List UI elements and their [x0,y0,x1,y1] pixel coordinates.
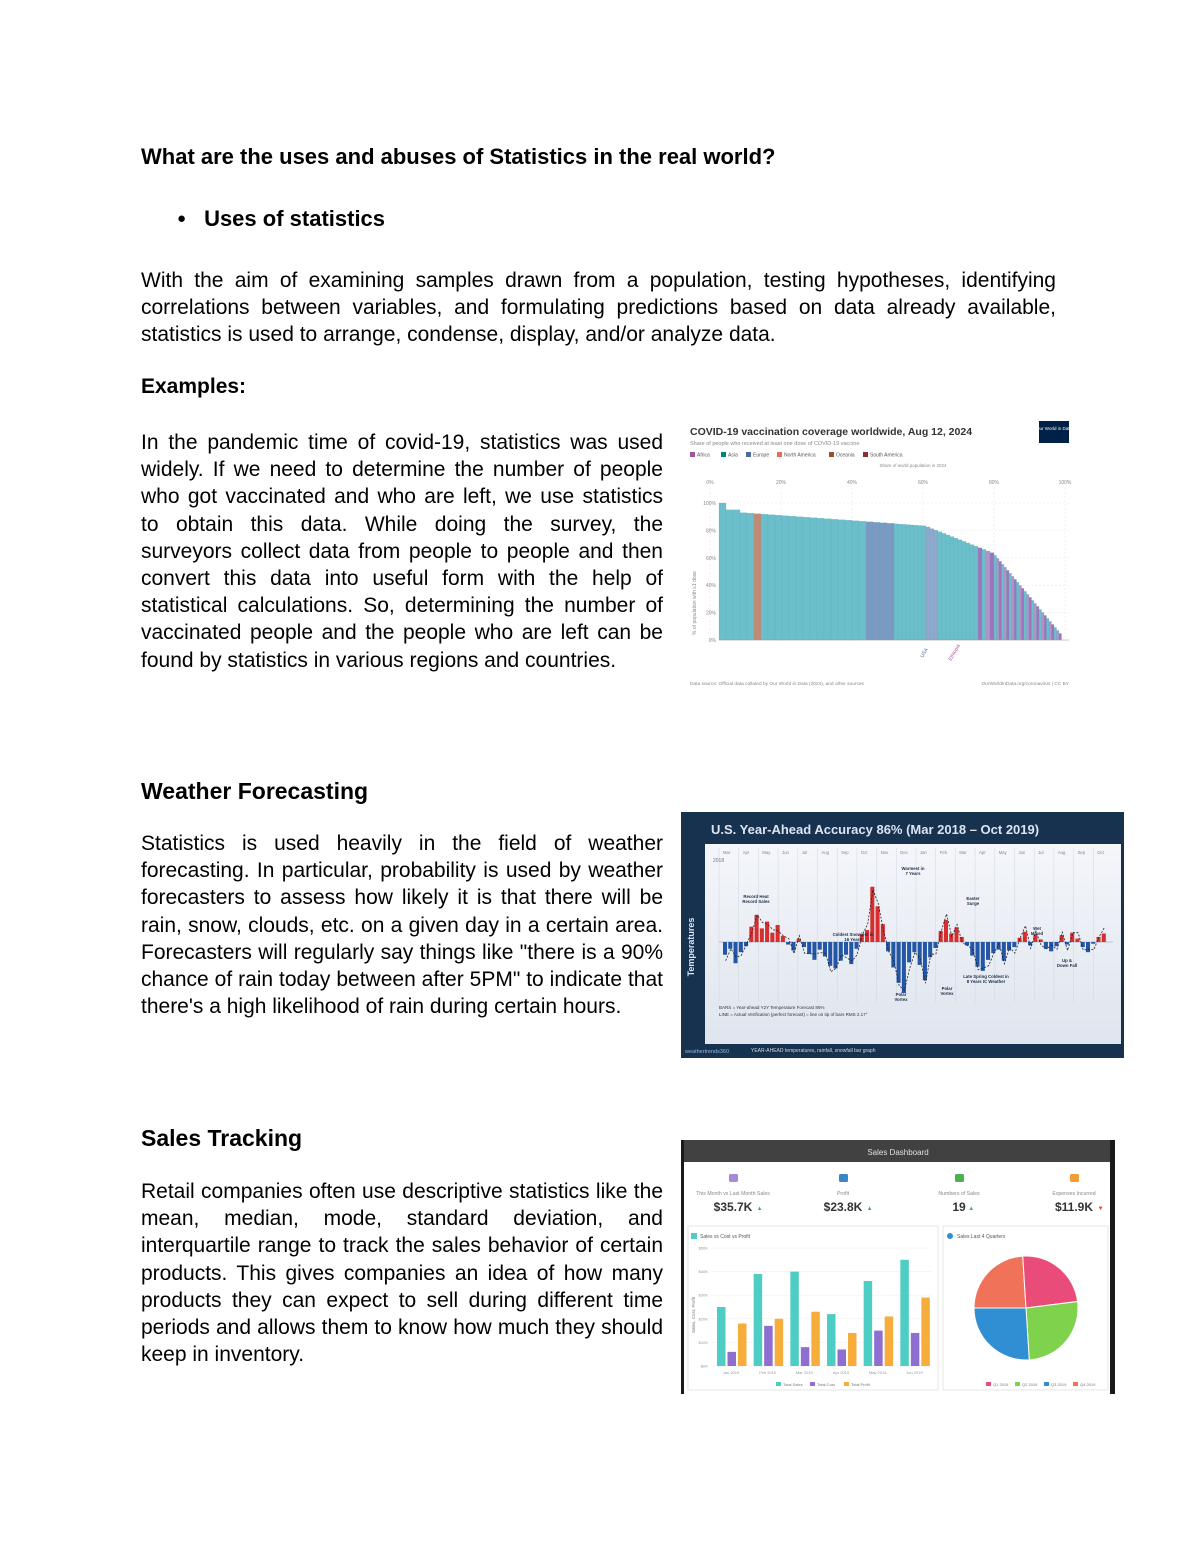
covid-x-label-ethiopia: Ethiopia [947,643,962,662]
covid-x-label-usa: USA [919,647,930,659]
coverage-bar [938,532,942,640]
coverage-bar [1007,570,1010,640]
covid-y-label: % of population with ≥1 dose [692,571,698,635]
bar-panel-icon [691,1233,697,1239]
month-label: Mar [723,850,731,855]
forecast-bar [734,942,738,963]
pie-panel-title: Sales Last 4 Quarters [957,1234,1006,1240]
forecast-bar [828,942,832,966]
coverage-bar [946,535,950,640]
month-label: Jul [1038,850,1044,855]
kpi-label: Expenses Incurred [1052,1191,1096,1197]
coverage-bar [824,519,831,640]
month-label: Jul [801,850,808,855]
month-label: Apr [742,850,750,855]
coverage-bar [1029,597,1032,640]
coverage-bar [910,525,914,640]
month-label: Apr [979,850,986,855]
forecast-bar [823,942,827,956]
intro-paragraph: With the aim of examining samples drawn from a population, testing hypotheses, identifying correlations between variables, and formulating predictions based on data already available, statistics is used to arrange, condense, display, and/or analyze data. [141,269,1056,347]
coverage-bar [1012,576,1015,640]
coverage-bar [906,525,910,640]
legend-label: Oceania [836,452,855,459]
coverage-bar [754,514,761,640]
coverage-bar [866,522,873,640]
kpi-label: This Month vs Last Month Sales [696,1191,770,1197]
forecast-bar [944,920,948,942]
owid-badge [1039,421,1069,443]
covid-top-axis-label: Share of world population in 2024 [879,463,947,468]
annotation: Wet Mixed [1030,926,1044,936]
weather-year-label: 2018 [713,858,725,864]
x-tick-label: Apr 2019 [832,1370,850,1375]
coverage-bar [914,525,918,640]
dashboard-title: Sales Dashboard [867,1148,929,1157]
legend-label: Q3 2019 [1051,1382,1067,1387]
coverage-bar [1019,585,1022,640]
coverage-bar [803,517,810,640]
legend-swatch [1044,1382,1049,1386]
month-label: Jan [920,850,927,855]
coverage-bar [1022,588,1025,640]
month-label: Dec [900,850,908,855]
top-tick-label: 80% [988,480,1000,486]
coverage-bar [1027,594,1030,640]
sales-bar [848,1333,857,1366]
x-tick-label: Jan 2019 [722,1370,740,1375]
forecast-bar [839,942,843,961]
top-tick-label: 20% [775,480,787,486]
coverage-bar [1047,618,1050,640]
month-label: Jun [782,850,789,855]
legend-swatch [1073,1382,1078,1386]
coverage-bar [1004,567,1007,640]
forecast-bar [912,942,916,952]
coverage-bar [994,555,997,640]
forecast-bar [897,942,901,983]
y-tick-label: $50K [698,1245,708,1251]
top-tick-label: 100% [1058,480,1072,486]
coverage-bar [1057,630,1060,640]
pie-panel-icon [947,1233,953,1239]
month-label: Oct [860,850,868,855]
legend-label: Total Sales [783,1382,803,1387]
coverage-bar [726,510,733,640]
coverage-bar [894,524,898,640]
annotation: Easter Surge [966,896,980,906]
coverage-bar [845,520,852,640]
forecast-bar [881,924,885,942]
sales-dashboard-figure [681,1140,1115,1394]
weather-chart-svg [681,812,1124,1058]
weather-footer: YEAR-AHEAD temperatures, rainfall, snowfall bar graph [751,1048,876,1054]
forecast-bar [902,942,906,993]
forecast-bar [781,936,785,942]
weather-side-label: Temperatures [686,917,696,977]
coverage-bar [1017,582,1020,640]
weather-accuracy-figure [681,812,1124,1058]
forecast-bar [986,942,990,960]
forecast-bar [954,928,958,942]
covid-title: COVID-19 vaccination coverage worldwide, Aug 12, 2024 [690,426,973,438]
kpi-label: Profit [836,1191,850,1197]
coverage-bar [782,516,789,640]
forecast-bar [739,942,743,952]
forecast-bar [844,942,848,955]
legend-label: Total Cost [817,1382,835,1387]
legend-label: Africa [697,452,710,459]
legend-swatch [829,452,834,457]
coverage-bar [958,540,962,640]
coverage-bar [918,526,922,640]
coverage-bar [1009,573,1012,640]
forecast-bar [1044,942,1048,949]
legend-swatch [810,1382,815,1386]
month-label: Nov [880,850,889,855]
y-tick-label: $40K [698,1269,708,1275]
coverage-bar [817,518,824,640]
sales-bar [921,1298,930,1366]
examples-label: Examples: [141,375,247,398]
bullet-item [177,206,385,232]
forecast-bar [886,942,890,951]
legend-swatch [746,452,751,457]
kpi-icon [839,1174,848,1182]
coverage-bar [978,548,982,640]
coverage-bar [974,546,978,640]
coverage-bar [1014,579,1017,640]
legend-swatch [776,1382,781,1386]
legend-label: Q2 2019 [1022,1382,1038,1387]
legend-label: Q1 2019 [993,1382,1009,1387]
coverage-bar [775,515,782,640]
legend-label: South America [870,452,903,459]
forecast-bar [918,942,922,965]
forecast-bar [1086,942,1090,952]
month-label: May [998,850,1007,855]
y-tick-label: $30K [698,1292,708,1298]
kpi-trend: ▲ [756,1206,763,1212]
weather-brand: weathertrends360 [685,1049,730,1055]
forecast-bar [807,942,811,954]
coverage-bar [831,519,838,640]
kpi-icon [729,1174,738,1182]
coverage-bar [873,522,880,640]
forecast-bar [1007,942,1011,951]
y-tick-label: $10K [698,1339,708,1345]
sales-bar [738,1324,747,1366]
forecast-bar [923,942,927,980]
legend-swatch [863,452,868,457]
forecast-bar [755,915,759,942]
sales-bar [801,1347,810,1366]
sales-pie-chart [974,1256,1078,1360]
sales-bar [864,1281,873,1366]
coverage-bar [838,520,845,640]
forecast-bar [833,942,837,968]
forecast-bar [723,942,727,955]
kpi-value: 19 [952,1200,966,1214]
annotation: Polar Vortex [940,986,954,996]
coverage-bar [930,529,934,640]
forecast-bar [786,942,790,945]
forecast-bar [728,942,732,949]
bar-panel-title: Sales vs Cost vs Profit [700,1234,751,1240]
coverage-bar [747,513,754,640]
coverage-bar [1052,624,1055,640]
y-tick-label: 20% [705,610,716,617]
coverage-bar [1032,600,1035,640]
coverage-bar [740,513,747,640]
sales-dashboard-svg [681,1140,1115,1394]
sales-bar [811,1312,820,1366]
forecast-bar [760,928,764,942]
sales-bar [838,1349,847,1366]
legend-swatch [777,452,782,457]
forecast-bar [765,922,769,942]
kpi-icon [1070,1174,1079,1182]
covid-credit: OurWorldInData.org/coronavirus | CC BY [981,682,1069,687]
y-tick-label: 60% [705,555,716,562]
coverage-bar [962,541,966,640]
y-tick-label: 0% [708,638,716,644]
sales-bar [717,1307,726,1366]
sales-bar [911,1333,920,1366]
forecast-bar [1023,932,1027,942]
month-label: Sep [841,850,849,855]
coverage-bar [733,510,740,640]
coverage-bar [1042,612,1045,640]
coverage-bar [1054,627,1057,640]
bullet-heading: Uses of statistics [204,206,386,231]
coverage-bar [852,521,859,640]
legend-label: Asia [728,452,738,459]
coverage-bar [719,503,726,640]
coverage-bar [898,524,902,640]
coverage-bar [990,553,994,640]
x-tick-label: May 2019 [868,1370,887,1375]
coverage-bar [902,524,906,640]
forecast-bar [812,942,816,960]
x-tick-label: Jun 2019 [906,1370,923,1375]
kpi-value: $11.9K [1054,1200,1094,1214]
coverage-bar [926,527,930,640]
legend-swatch [1015,1382,1020,1386]
coverage-bar [942,533,946,640]
covid-bars [719,503,1069,640]
weather-heading: Weather Forecasting [141,778,369,804]
forecast-bar [1049,942,1053,951]
forecast-bar [1012,942,1016,947]
sales-bar [874,1331,883,1366]
sales-bar [885,1316,894,1366]
y-tick-label: 80% [705,528,716,535]
legend-swatch [721,452,726,457]
top-tick-label: 40% [846,480,858,486]
forecast-bar [1102,934,1106,943]
month-label: May [762,850,771,855]
legend-swatch [986,1382,991,1386]
y-tick-label: $20K [698,1316,708,1322]
forecast-bar [991,942,995,953]
top-tick-label: 0% [706,480,714,486]
coverage-bar [761,514,768,640]
y-tick-label: 40% [705,583,716,590]
legend-label: Total Profit [851,1382,870,1387]
legend-label: Europe [753,452,770,459]
coverage-bar [887,523,894,640]
annotation: Polar Vortex [894,992,908,1002]
kpi-trend: ▼ [1097,1206,1104,1212]
month-label: Jun [1018,850,1026,855]
legend-label: Q4 2019 [1080,1382,1096,1387]
weather-title: U.S. Year-Ahead Accuracy 86% (Mar 2018 – Oct 2019) [711,822,1040,837]
month-label: Sep [1077,850,1086,855]
sales-heading: Sales Tracking [141,1125,303,1151]
sales-paragraph: Retail companies often use descriptive statistics like the mean, median, mode, standard deviation, and interquartile range to track the sales behavior of certain products. This gives companies an idea of how many products they can expect to sell during different time periods and allows them to know how much they should keep in inventory. [141,1180,663,1367]
weather-legend-bars: BARS = Year-ahead Y2Y Temperature Forecast 86% [719,1005,825,1010]
annotation: Warmest in 7 Years [901,866,925,876]
legend-label: North America [784,452,816,459]
forecast-bar [981,942,985,971]
coverage-bar [950,537,954,640]
coverage-bar [934,530,938,640]
sales-bar [775,1319,784,1366]
x-tick-label: Feb 2019 [759,1370,777,1375]
coverage-bar [982,549,986,640]
y-tick-label: $0K [700,1363,708,1369]
month-label: Feb [939,850,947,855]
annotation: Late Spring Coldest in 8 Years IC Weather [963,974,1009,984]
coverage-bar [1039,609,1042,640]
forecast-bar [855,942,859,949]
coverage-bar [1037,606,1040,640]
kpi-label: Numbers of Sales [938,1191,980,1197]
annotation: Up & Down Fall [1056,958,1078,968]
coverage-bar [810,518,817,640]
sales-bar [790,1272,799,1366]
kpi-value: $23.8K [823,1200,863,1214]
kpi-icon [955,1174,964,1182]
legend-swatch [690,452,695,457]
bar-legend [776,1382,871,1387]
y-tick-label: 100% [703,501,716,507]
coverage-bar [789,516,796,640]
kpi-trend: ▲ [866,1206,873,1212]
coverage-bar [999,561,1002,640]
coverage-bar [880,523,887,640]
forecast-bar [776,925,780,942]
coverage-bar [1059,633,1062,640]
coverage-bar [954,538,958,640]
annotation: Record Heat Record Sales [742,894,770,904]
page-title: What are the uses and abuses of Statistics in the real world? [141,144,776,169]
coverage-bar [1049,621,1052,640]
sales-bar [754,1274,763,1366]
top-tick-label: 60% [917,480,929,486]
coverage-bar [1024,591,1027,640]
forecast-bar [1075,939,1079,942]
month-label: Mar [959,850,967,855]
coverage-bar [768,515,775,640]
forecast-bar [907,942,911,962]
coverage-bar [796,517,803,640]
sales-bar [900,1260,909,1366]
sales-bar [728,1352,737,1366]
coverage-bar [986,551,990,640]
forecast-bar [1002,942,1006,961]
coverage-bar [1002,564,1005,640]
covid-subtitle: Share of people who received at least one dose of COVID-19 vaccine [690,441,860,447]
owid-badge-text: Our World in Data [1036,426,1072,431]
forecast-bar [770,933,774,942]
kpi-value: $35.7K [713,1200,753,1214]
covid-source: Data source: Official data collated by Our World in Data (2024), and other sources [690,682,864,687]
forecast-bar [791,942,795,951]
month-label: Aug [1057,850,1066,855]
coverage-bar [1044,615,1047,640]
forecast-bar [1091,942,1095,944]
weather-legend-line: LINE = Actual Verification (perfect forecast) = line on tip of bars RMS 2.17° [719,1012,868,1017]
month-label: Aug [821,850,829,855]
covid-paragraph: In the pandemic time of covid-19, statistics was used widely. If we need to determine the number of people who got vaccinated and who are left, we use statistics to obtain this data. While doing the survey, the surveyors collect data from people to people and then convert this data into useful form with the help of statistical calculations. So, determining the number of vaccinated people and the people who are left can be found by statistics in various regions and countries. [141,431,663,672]
sales-bar [827,1314,836,1366]
coverage-bar [1034,603,1037,640]
coverage-bar [859,521,866,640]
coverage-bar [966,543,970,640]
forecast-bar [876,906,880,942]
x-tick-label: Mar 2019 [795,1370,813,1375]
covid-chart-svg [683,413,1075,693]
coverage-bar [970,545,974,640]
forecast-bar [928,942,932,957]
month-label: Oct [1097,850,1104,855]
kpi-trend: ▲ [968,1206,975,1212]
forecast-bar [933,942,937,948]
covid-legend [690,452,903,459]
annotation: Coldest Snowiest in 16 Years [832,932,874,942]
coverage-bar [922,526,926,640]
weather-paragraph: Statistics is used heavily in the field of weather forecasting. In particular, probability is used by weather forecasters to assess how likely it is that there will be rain, snow, clouds, etc. on a given day in a certain area. Forecasters will regularly say things like "there is a 90% chance of rain today between after 5PM" to indicate that there's a high likelihood of rain during certain hours. [141,832,663,1019]
bar-y-axis-label: Sales, Cost, Profit [691,1296,696,1334]
legend-swatch [844,1382,849,1386]
bullet-glyph: ● [177,210,187,227]
coverage-bar [997,558,1000,640]
sales-bar [764,1326,773,1366]
forecast-bar [818,942,822,950]
covid-vaccination-figure [683,413,1075,693]
